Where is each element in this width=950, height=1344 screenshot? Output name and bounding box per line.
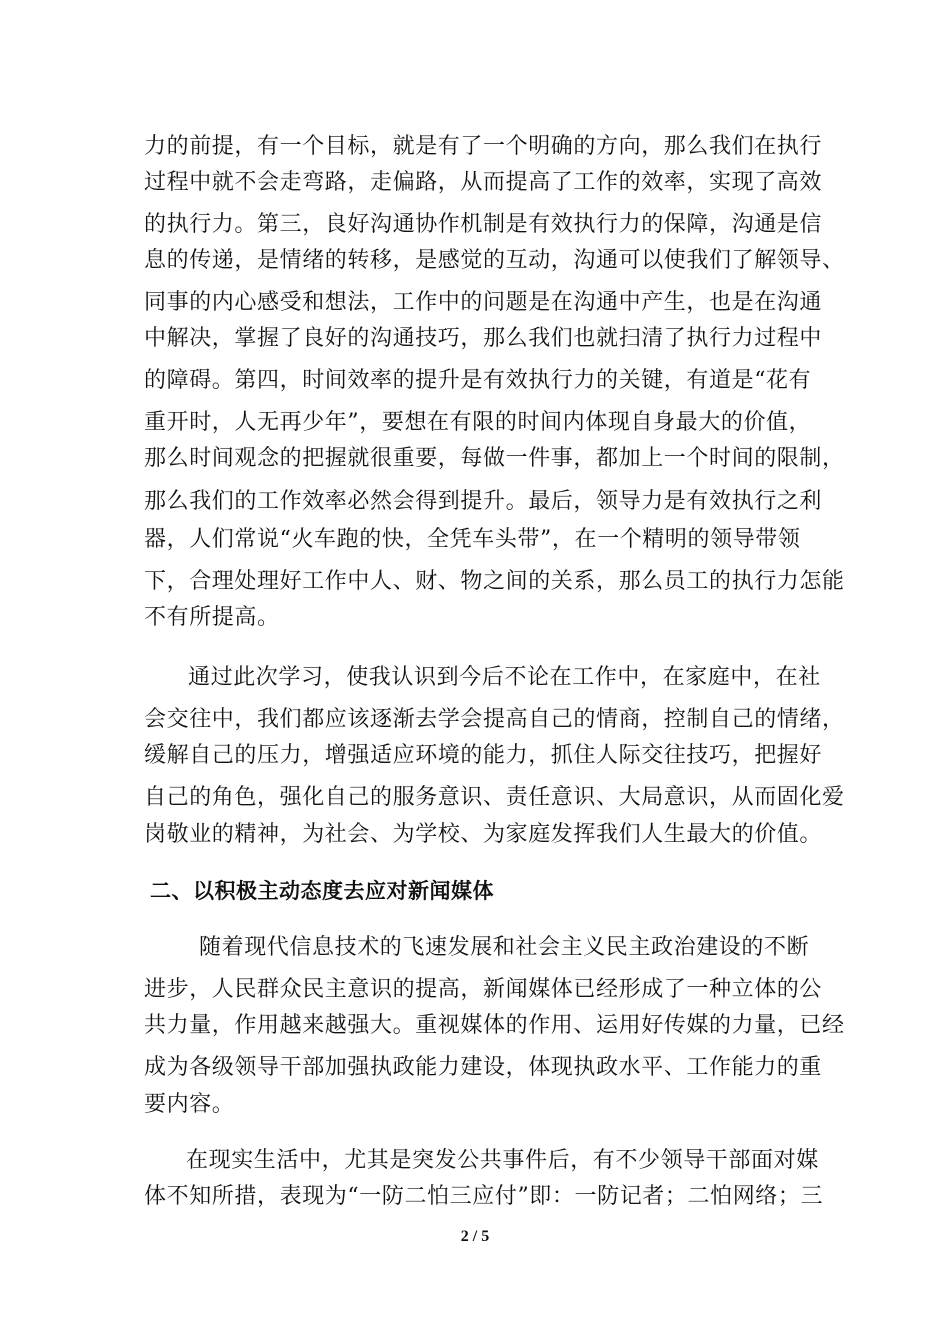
page-number: 2 / 5 — [460, 1228, 490, 1245]
text-line: 中解决，掌握了良好的沟通技巧，那么我们也就扫清了执行力过程中 — [144, 326, 823, 351]
text-line: 不有所提高。 — [144, 605, 280, 630]
text-line: 过程中就不会走弯路，走偏路，从而提高了工作的效率，实现了高效 — [144, 170, 823, 195]
text-line: 的障碍。第四，时间效率的提升是有效执行力的关键，有道是“花有 — [144, 368, 812, 393]
text-line: 自己的角色，强化自己的服务意识、责任意识、大局意识，从而固化爱 — [144, 785, 845, 810]
text-line: 通过此次学习，使我认识到今后不论在工作中，在家庭中，在社 — [188, 665, 821, 690]
text-line: 共力量，作用越来越强大。重视媒体的作用、运用好传媒的力量，已经 — [144, 1013, 845, 1038]
text-line: 体不知所措，表现为“一防二怕三应付”即：一防记者；二怕网络；三 — [144, 1184, 824, 1209]
text-line: 要内容。 — [144, 1092, 235, 1117]
text-line: 的执行力。第三，良好沟通协作机制是有效执行力的保障，沟通是信 — [144, 212, 823, 237]
text-line: 下，合理处理好工作中人、财、物之间的关系，那么员工的执行力怎能 — [144, 569, 845, 594]
text-line: 同事的内心感受和想法，工作中的问题是在沟通中产生，也是在沟通 — [144, 290, 823, 315]
text-line: 那么我们的工作效率必然会得到提升。最后，领导力是有效执行之利 — [144, 489, 823, 514]
text-line: 岗敬业的精神，为社会、为学校、为家庭发挥我们人生最大的价值。 — [144, 822, 823, 847]
text-line: 器，人们常说“火车跑的快，全凭车头带”，在一个精明的领导带领 — [144, 527, 801, 552]
text-line: 息的传递，是情绪的转移，是感觉的互动，沟通可以使我们了解领导、 — [144, 248, 845, 273]
text-line: 随着现代信息技术的飞速发展和社会主义民主政治建设的不断 — [199, 935, 810, 960]
text-line: 进步，人民群众民主意识的提高，新闻媒体已经形成了一种立体的公 — [144, 977, 823, 1002]
text-line: 在现实生活中，尤其是突发公共事件后，有不少领导干部面对媒 — [186, 1148, 819, 1173]
text-line: 成为各级领导干部加强执政能力建设，体现执政水平、工作能力的重 — [144, 1055, 823, 1080]
text-line: 缓解自己的压力，增强适应环境的能力，抓住人际交往技巧，把握好 — [144, 743, 823, 768]
text-line: 会交往中，我们都应该逐渐去学会提高自己的情商，控制自己的情绪， — [144, 707, 845, 732]
section-heading: 二、以积极主动态度去应对新闻媒体 — [150, 879, 494, 903]
text-line: 那么时间观念的把握就很重要，每做一件事，都加上一个时间的限制， — [144, 446, 845, 471]
text-line: 力的前提，有一个目标，就是有了一个明确的方向，那么我们在执行 — [144, 134, 823, 159]
text-line: 重开时，人无再少年”，要想在有限的时间内体现自身最大的价值， — [144, 410, 812, 435]
